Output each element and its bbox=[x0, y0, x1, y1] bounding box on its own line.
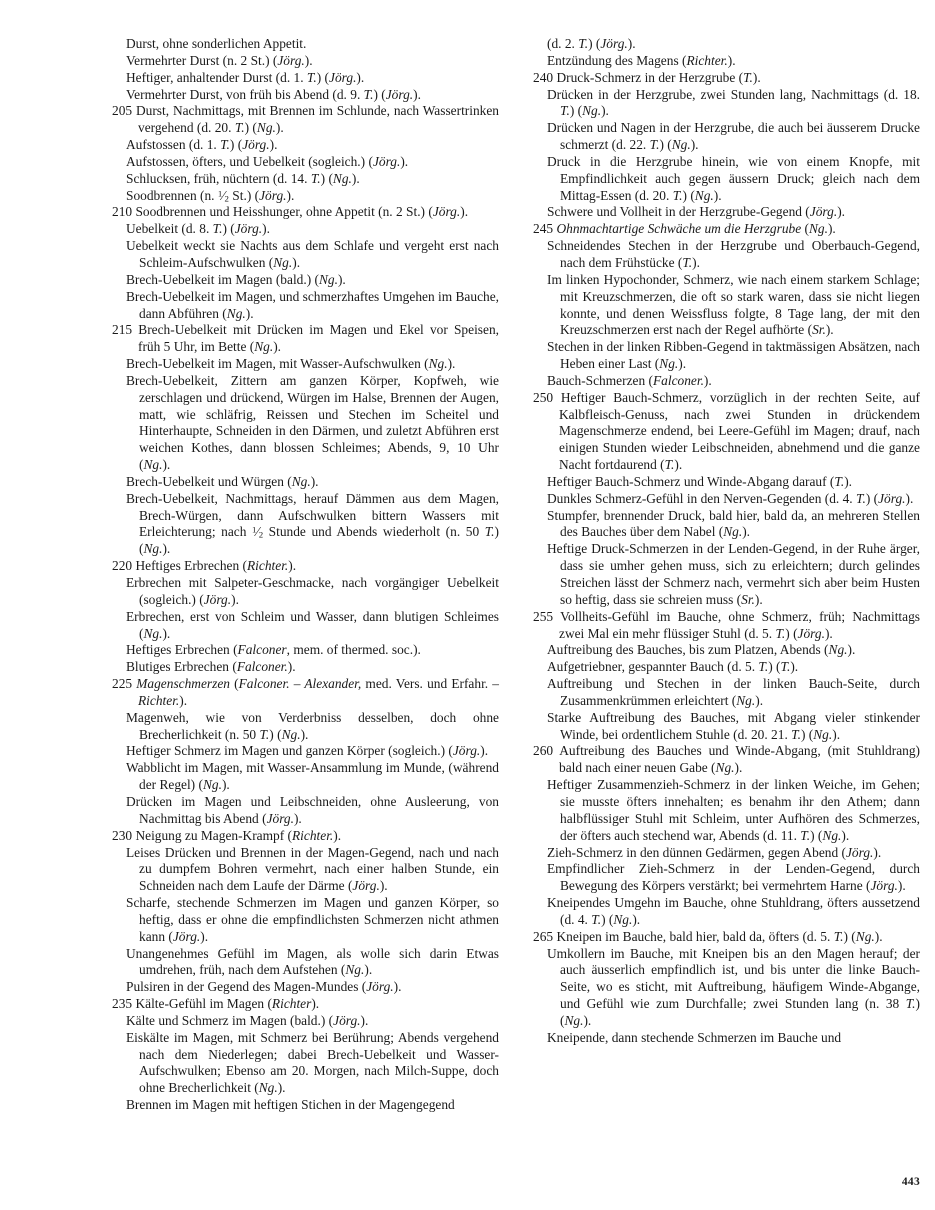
entry-text: Brech-Uebelkeit im Magen (bald.) (Ng.). bbox=[126, 271, 346, 287]
symptom-entry bbox=[533, 861, 920, 895]
entry-number: 255 bbox=[533, 608, 554, 624]
entry-text: (d. 2. T.) (Jörg.). bbox=[547, 36, 636, 51]
entry-text: Heftiger Bauch-Schmerz und Winde-Abgang darauf (T.). bbox=[547, 473, 852, 489]
symptom-entry bbox=[533, 676, 920, 710]
entry-number: 265 bbox=[533, 928, 554, 944]
entry-number: 205 bbox=[112, 103, 133, 119]
symptom-entry bbox=[112, 760, 499, 794]
entry-text: Heftiger, anhaltender Durst (d. 1. T.) (Jörg.). bbox=[126, 69, 365, 85]
entry-text: Drücken in der Herzgrube, zwei Stunden lang, Nachmittags (d. 18. T.) (Ng.). bbox=[547, 86, 920, 119]
symptom-entry bbox=[112, 87, 499, 104]
entry-text: Drücken im Magen und Leibschneiden, ohne Ausleerung, von Nachmittag bis Abend (Jörg.). bbox=[126, 793, 499, 826]
entry-text: Magenweh, wie von Verderbniss desselben, doch ohne Brecherlichkeit (n. 50 T.) (Ng.). bbox=[126, 709, 499, 742]
entry-text: Durst, ohne sonderlichen Appetit. bbox=[126, 36, 307, 51]
numbered-symptom-entry bbox=[533, 390, 920, 474]
entry-text: Durst, Nachmittags, mit Brennen im Schlunde, nach Wassertrinken vergehend (d. 20. T.) (Ng.). bbox=[135, 103, 499, 136]
symptom-entry bbox=[112, 53, 499, 70]
symptom-entry bbox=[112, 221, 499, 238]
entry-text: Schlucksen, früh, nüchtern (d. 14. T.) (Ng.). bbox=[126, 170, 360, 186]
symptom-entry bbox=[112, 1013, 499, 1030]
entry-text: Brech-Uebelkeit im Magen, mit Wasser-Aufschwulken (Ng.). bbox=[126, 356, 456, 372]
symptom-entry bbox=[533, 659, 920, 676]
symptom-entry bbox=[533, 272, 920, 339]
symptom-entry bbox=[533, 642, 920, 659]
entry-text: Empfindlicher Zieh-Schmerz in der Lenden-Gegend, durch Bewegung des Körpers verstärkt; bei vermehrtem Harne (Jörg.). bbox=[547, 861, 920, 894]
numbered-symptom-entry bbox=[533, 743, 920, 777]
entry-text: Stechen in der linken Ribben-Gegend in taktmässigen Absätzen, nach Heben einer Last (Ng.). bbox=[547, 339, 920, 372]
entry-text: Im linken Hypochonder, Schmerz, wie nach einem starkem Schlage; mit Kreuzschmerzen, die oft so stark waren, dass sie nicht liegen konnte, und denen Weissfluss folgte, 8 Tage lang, der mit den Kreuzschmerzen erst nach der Regel aufhörte (Sr.). bbox=[547, 271, 920, 338]
entry-text: Wabblicht im Magen, mit Wasser-Ansammlung im Munde, (während der Regel) (Ng.). bbox=[126, 760, 499, 793]
entry-text: Druck-Schmerz in der Herzgrube (T.). bbox=[556, 69, 761, 85]
symptom-entry bbox=[533, 36, 920, 53]
entry-text: Kälte und Schmerz im Magen (bald.) (Jörg.). bbox=[126, 1012, 369, 1028]
entry-text: Heftiges Erbrechen (Richter.). bbox=[135, 558, 297, 574]
symptom-entry bbox=[533, 777, 920, 844]
symptom-entry bbox=[533, 1030, 920, 1047]
left-column bbox=[112, 36, 499, 1166]
entry-text: Soodbrennen und Heisshunger, ohne Appetit (n. 2 St.) (Jörg.). bbox=[135, 204, 469, 220]
symptom-entry bbox=[112, 289, 499, 323]
entry-text: Erbrechen, erst von Schleim und Wasser, dann blutigen Schleimes (Ng.). bbox=[126, 608, 499, 641]
numbered-symptom-entry bbox=[533, 221, 920, 238]
symptom-entry bbox=[112, 356, 499, 373]
entry-text: Vermehrter Durst, von früh bis Abend (d. 9. T.) (Jörg.). bbox=[126, 86, 421, 102]
symptom-entry bbox=[533, 373, 920, 390]
entry-number: 235 bbox=[112, 996, 133, 1012]
symptom-entry bbox=[533, 946, 920, 1030]
entry-number: 210 bbox=[112, 204, 133, 220]
symptom-entry bbox=[533, 474, 920, 491]
entry-text: Kneipende, dann stechende Schmerzen im Bauche und bbox=[547, 1029, 842, 1045]
entry-text: Eiskälte im Magen, mit Schmerz bei Berührung; Abends vergehend nach dem Niederlegen; dabei Brech-Uebelkeit und Wasser-Aufschwulken; Ebenso am 20. Morgen, nach Milch-Suppe, doch ohne Brecherlichkeit (Ng.). bbox=[126, 1029, 499, 1096]
symptom-entry bbox=[112, 895, 499, 946]
symptom-entry bbox=[112, 1030, 499, 1097]
symptom-entry bbox=[112, 154, 499, 171]
entry-text: Aufgetriebner, gespannter Bauch (d. 5. T.) (T.). bbox=[547, 659, 799, 675]
numbered-symptom-entry bbox=[112, 204, 499, 221]
numbered-symptom-entry bbox=[533, 70, 920, 87]
entry-text: Vollheits-Gefühl im Bauche, ohne Schmerz, früh; Nachmittags zwei Mal ein mehr flüssiger Stuhl (d. 5. T.) (Jörg.). bbox=[559, 608, 920, 641]
symptom-entry bbox=[112, 171, 499, 188]
symptom-entry bbox=[533, 120, 920, 154]
entry-text: Heftiges Erbrechen (Falconer, mem. of thermed. soc.). bbox=[126, 642, 421, 658]
symptom-entry bbox=[112, 794, 499, 828]
numbered-symptom-entry bbox=[112, 996, 499, 1013]
entry-text: Soodbrennen (n. $^1⁄_2$ St.) (Jörg.). bbox=[126, 187, 295, 204]
right-column bbox=[533, 36, 920, 1166]
entry-text: Bauch-Schmerzen (Falconer.). bbox=[547, 372, 712, 388]
symptom-entry bbox=[533, 154, 920, 205]
entry-text: Uebelkeit weckt sie Nachts aus dem Schlafe und vergeht erst nach Schleim-Aufschwulken (Ng.). bbox=[126, 238, 499, 270]
symptom-entry bbox=[112, 609, 499, 643]
entry-text: Kneipendes Umgehn im Bauche, ohne Stuhldrang, öfters aussetzend (d. 4. T.) (Ng.). bbox=[547, 895, 920, 927]
entry-text: Pulsiren in der Gegend des Magen-Mundes (Jörg.). bbox=[126, 979, 402, 995]
entry-text: Schneidendes Stechen in der Herzgrube und Oberbauch-Gegend, nach dem Frühstücke (T.). bbox=[547, 238, 920, 270]
entry-text: Kälte-Gefühl im Magen (Richter). bbox=[135, 996, 320, 1012]
entry-number: 250 bbox=[533, 389, 554, 405]
symptom-entry bbox=[533, 895, 920, 929]
entry-text: Druck in die Herzgrube hinein, wie von einem Knopfe, mit Empfindlichkeit auch gegen äussern Druck; gleich nach dem Mittag-Essen (d. 20. T.) (Ng.). bbox=[547, 153, 920, 203]
entry-text: Dunkles Schmerz-Gefühl in den Nerven-Gegenden (d. 4. T.) (Jörg.). bbox=[547, 490, 914, 506]
symptom-entry bbox=[112, 743, 499, 760]
entry-text: Zieh-Schmerz in den dünnen Gedärmen, gegen Abend (Jörg.). bbox=[547, 844, 882, 860]
entry-text: Drücken und Nagen in der Herzgrube, die auch bei äusserem Drucke schmerzt (d. 22. T.) (Ng.). bbox=[547, 120, 920, 153]
entry-number: 215 bbox=[112, 322, 133, 338]
entry-text: Heftiger Zusammenzieh-Schmerz in der linken Weiche, im Gehen; sie musste öfters innehalten; es benahm ihr den Athem; dann halbflüssiger Stuhl mit Schleim, unter Aufhören des Schmerzes, der öfters auch stechend war, Abends (d. 11. T.) (Ng.). bbox=[547, 777, 920, 843]
symptom-entry bbox=[112, 36, 499, 53]
symptom-entry bbox=[112, 137, 499, 154]
symptom-entry bbox=[533, 53, 920, 70]
entry-text: Entzündung des Magens (Richter.). bbox=[547, 52, 736, 68]
entry-text: Kneipen im Bauche, bald hier, bald da, öfters (d. 5. T.) (Ng.). bbox=[556, 928, 883, 944]
entry-text: Brech-Uebelkeit im Magen, und schmerzhaftes Umgehen im Bauche, dann Abführen (Ng.). bbox=[126, 288, 499, 321]
entry-text: Brech-Uebelkeit, Nachmittags, herauf Dämmen aus dem Magen, Brech-Würgen, dann Aufschwulken bittern Wassers mit Erleichterung; nach $^1⁄_2$ Stunde und Abends wiederholt (n. 50 T.) (Ng.). bbox=[126, 490, 499, 557]
entry-number: 240 bbox=[533, 69, 554, 85]
entry-text: Magenschmerzen (Falconer. – Alexander, med. Vers. und Erfahr. – Richter.). bbox=[136, 676, 500, 708]
symptom-entry bbox=[112, 710, 499, 744]
symptom-entry bbox=[112, 845, 499, 896]
entry-number: 260 bbox=[533, 743, 554, 759]
symptom-entry bbox=[112, 642, 499, 659]
symptom-entry bbox=[533, 87, 920, 121]
numbered-symptom-entry bbox=[533, 929, 920, 946]
numbered-symptom-entry bbox=[112, 322, 499, 356]
symptom-entry bbox=[112, 272, 499, 289]
entry-text: Scharfe, stechende Schmerzen im Magen und ganzen Körper, so heftig, dass er ohne die empfindlichsten Schmerzen nicht athmen kann (Jörg.). bbox=[126, 895, 499, 944]
symptom-entry bbox=[533, 541, 920, 608]
symptom-entry bbox=[533, 204, 920, 221]
entry-text: Brech-Uebelkeit mit Drücken im Magen und Ekel vor Speisen, früh 5 Uhr, im Bette (Ng.). bbox=[138, 322, 499, 355]
entry-text: Vermehrter Durst (n. 2 St.) (Jörg.). bbox=[126, 52, 313, 68]
entry-text: Umkollern im Bauche, mit Kneipen bis an den Magen herauf; der auch äusserlich empfindlich ist, und bis unter die linke Bauch-Seite, wo es sticht, mit Auftreibung, häufigem Winde-Abgange, und Gefühl wie zum Durchfalle; zwei Stunden lang (n. 38 T.) (Ng.). bbox=[547, 945, 920, 1028]
entry-text: Auftreibung und Stechen in der linken Bauch-Seite, durch Zusammenkrümmen erleichtert (Ng.). bbox=[547, 676, 920, 708]
entry-text: Heftige Druck-Schmerzen in der Lenden-Gegend, in der Ruhe ärger, dass sie umher gehen muss, sich zu erleichtern; durch gelindes Streichen lässt der Schmerz nach, vermehrt sich aber beim Husten so heftig, dass sie schreien muss (Sr.). bbox=[547, 541, 920, 607]
symptom-entry bbox=[112, 238, 499, 272]
symptom-entry bbox=[112, 979, 499, 996]
symptom-entry bbox=[112, 491, 499, 558]
entry-text: Neigung zu Magen-Krampf (Richter.). bbox=[135, 827, 342, 843]
symptom-entry bbox=[533, 238, 920, 272]
symptom-entry bbox=[112, 946, 499, 980]
entry-number: 220 bbox=[112, 558, 133, 574]
symptom-entry bbox=[533, 845, 920, 862]
symptom-entry bbox=[533, 339, 920, 373]
entry-text: Schwere und Vollheit in der Herzgrube-Gegend (Jörg.). bbox=[547, 204, 845, 220]
page-number: 443 bbox=[901, 1176, 920, 1188]
numbered-symptom-entry bbox=[112, 558, 499, 575]
entry-text: Leises Drücken und Brennen in der Magen-Gegend, nach und nach zu dumpfem Bohren vermehrt, nach einer halben Stunde, ein Schneiden nach dem Laufe der Därme (Jörg.). bbox=[126, 844, 499, 894]
entry-text: Ohnmachtartige Schwäche um die Herzgrube (Ng.). bbox=[556, 221, 836, 237]
symptom-entry bbox=[112, 1097, 499, 1114]
symptom-entry bbox=[112, 575, 499, 609]
entry-text: Unangenehmes Gefühl im Magen, als wolle sich darin Etwas umdrehen, früh, nach dem Aufstehen (Ng.). bbox=[126, 945, 499, 978]
entry-text: Auftreibung des Bauches und Winde-Abgang, (mit Stuhldrang) bald nach einer neuen Gabe (Ng.). bbox=[559, 743, 920, 776]
entry-text: Starke Auftreibung des Bauches, mit Abgang vieler stinkender Winde, bei ordentlichem Stuhle (d. 20. 21. T.) (Ng.). bbox=[547, 709, 920, 742]
entry-text: Uebelkeit (d. 8. T.) (Jörg.). bbox=[126, 221, 270, 237]
entry-text: Auftreibung des Bauches, bis zum Platzen, Abends (Ng.). bbox=[547, 642, 856, 658]
entry-text: Aufstossen, öfters, und Uebelkeit (sogleich.) (Jörg.). bbox=[126, 153, 409, 169]
numbered-symptom-entry bbox=[112, 103, 499, 137]
symptom-entry bbox=[112, 474, 499, 491]
entry-text: Brennen im Magen mit heftigen Stichen in der Magengegend bbox=[126, 1097, 455, 1113]
entry-text: Erbrechen mit Salpeter-Geschmacke, nach vorgängiger Uebelkeit (sogleich.) (Jörg.). bbox=[126, 575, 499, 607]
entry-text: Heftiger Bauch-Schmerz, vorzüglich in der rechten Seite, auf Kalbfleisch-Genuss, nach zwei Stunden in drückendem Magenschmerze endend, bei Leere-Gefühl im Magen; drauf, nach einigen Stunden wieder Leibschneiden, abnehmend und die ganze Nacht fortdaurend (T.). bbox=[559, 389, 920, 473]
symptom-entry bbox=[112, 188, 499, 205]
entry-text: Aufstossen (d. 1. T.) (Jörg.). bbox=[126, 137, 278, 153]
numbered-symptom-entry bbox=[112, 828, 499, 845]
numbered-symptom-entry bbox=[112, 676, 499, 710]
symptom-entry bbox=[533, 710, 920, 744]
two-column-text-body bbox=[112, 36, 920, 1166]
symptom-entry bbox=[112, 373, 499, 474]
symptom-entry bbox=[533, 491, 920, 508]
page-footer bbox=[112, 1168, 920, 1188]
entry-number: 225 bbox=[112, 676, 133, 692]
symptom-entry bbox=[533, 508, 920, 542]
entry-text: Brech-Uebelkeit, Zittern am ganzen Körper, Kopfweh, wie zerschlagen und drückend, Würgen im Halse, Brennen der Augen, matt, wie schläfrig, Reissen und Stechen im Scheitel und Hinterhaupte, Schneiden in den Därmen, und zuletzt Abführen erst weichen Kothes, dann blossen Schleimes; Abends, 9, 10 Uhr (Ng.). bbox=[126, 372, 499, 473]
symptom-entry bbox=[112, 70, 499, 87]
entry-text: Brech-Uebelkeit und Würgen (Ng.). bbox=[126, 473, 319, 489]
entry-text: Blutiges Erbrechen (Falconer.). bbox=[126, 659, 296, 675]
entry-text: Heftiger Schmerz im Magen und ganzen Körper (sogleich.) (Jörg.). bbox=[126, 743, 489, 759]
entry-number: 245 bbox=[533, 221, 554, 237]
numbered-symptom-entry bbox=[533, 609, 920, 643]
symptom-entry bbox=[112, 659, 499, 676]
entry-text: Stumpfer, brennender Druck, bald hier, bald da, an mehreren Stellen des Bauches über dem Nabel (Ng.). bbox=[547, 507, 920, 540]
entry-number: 230 bbox=[112, 827, 133, 843]
